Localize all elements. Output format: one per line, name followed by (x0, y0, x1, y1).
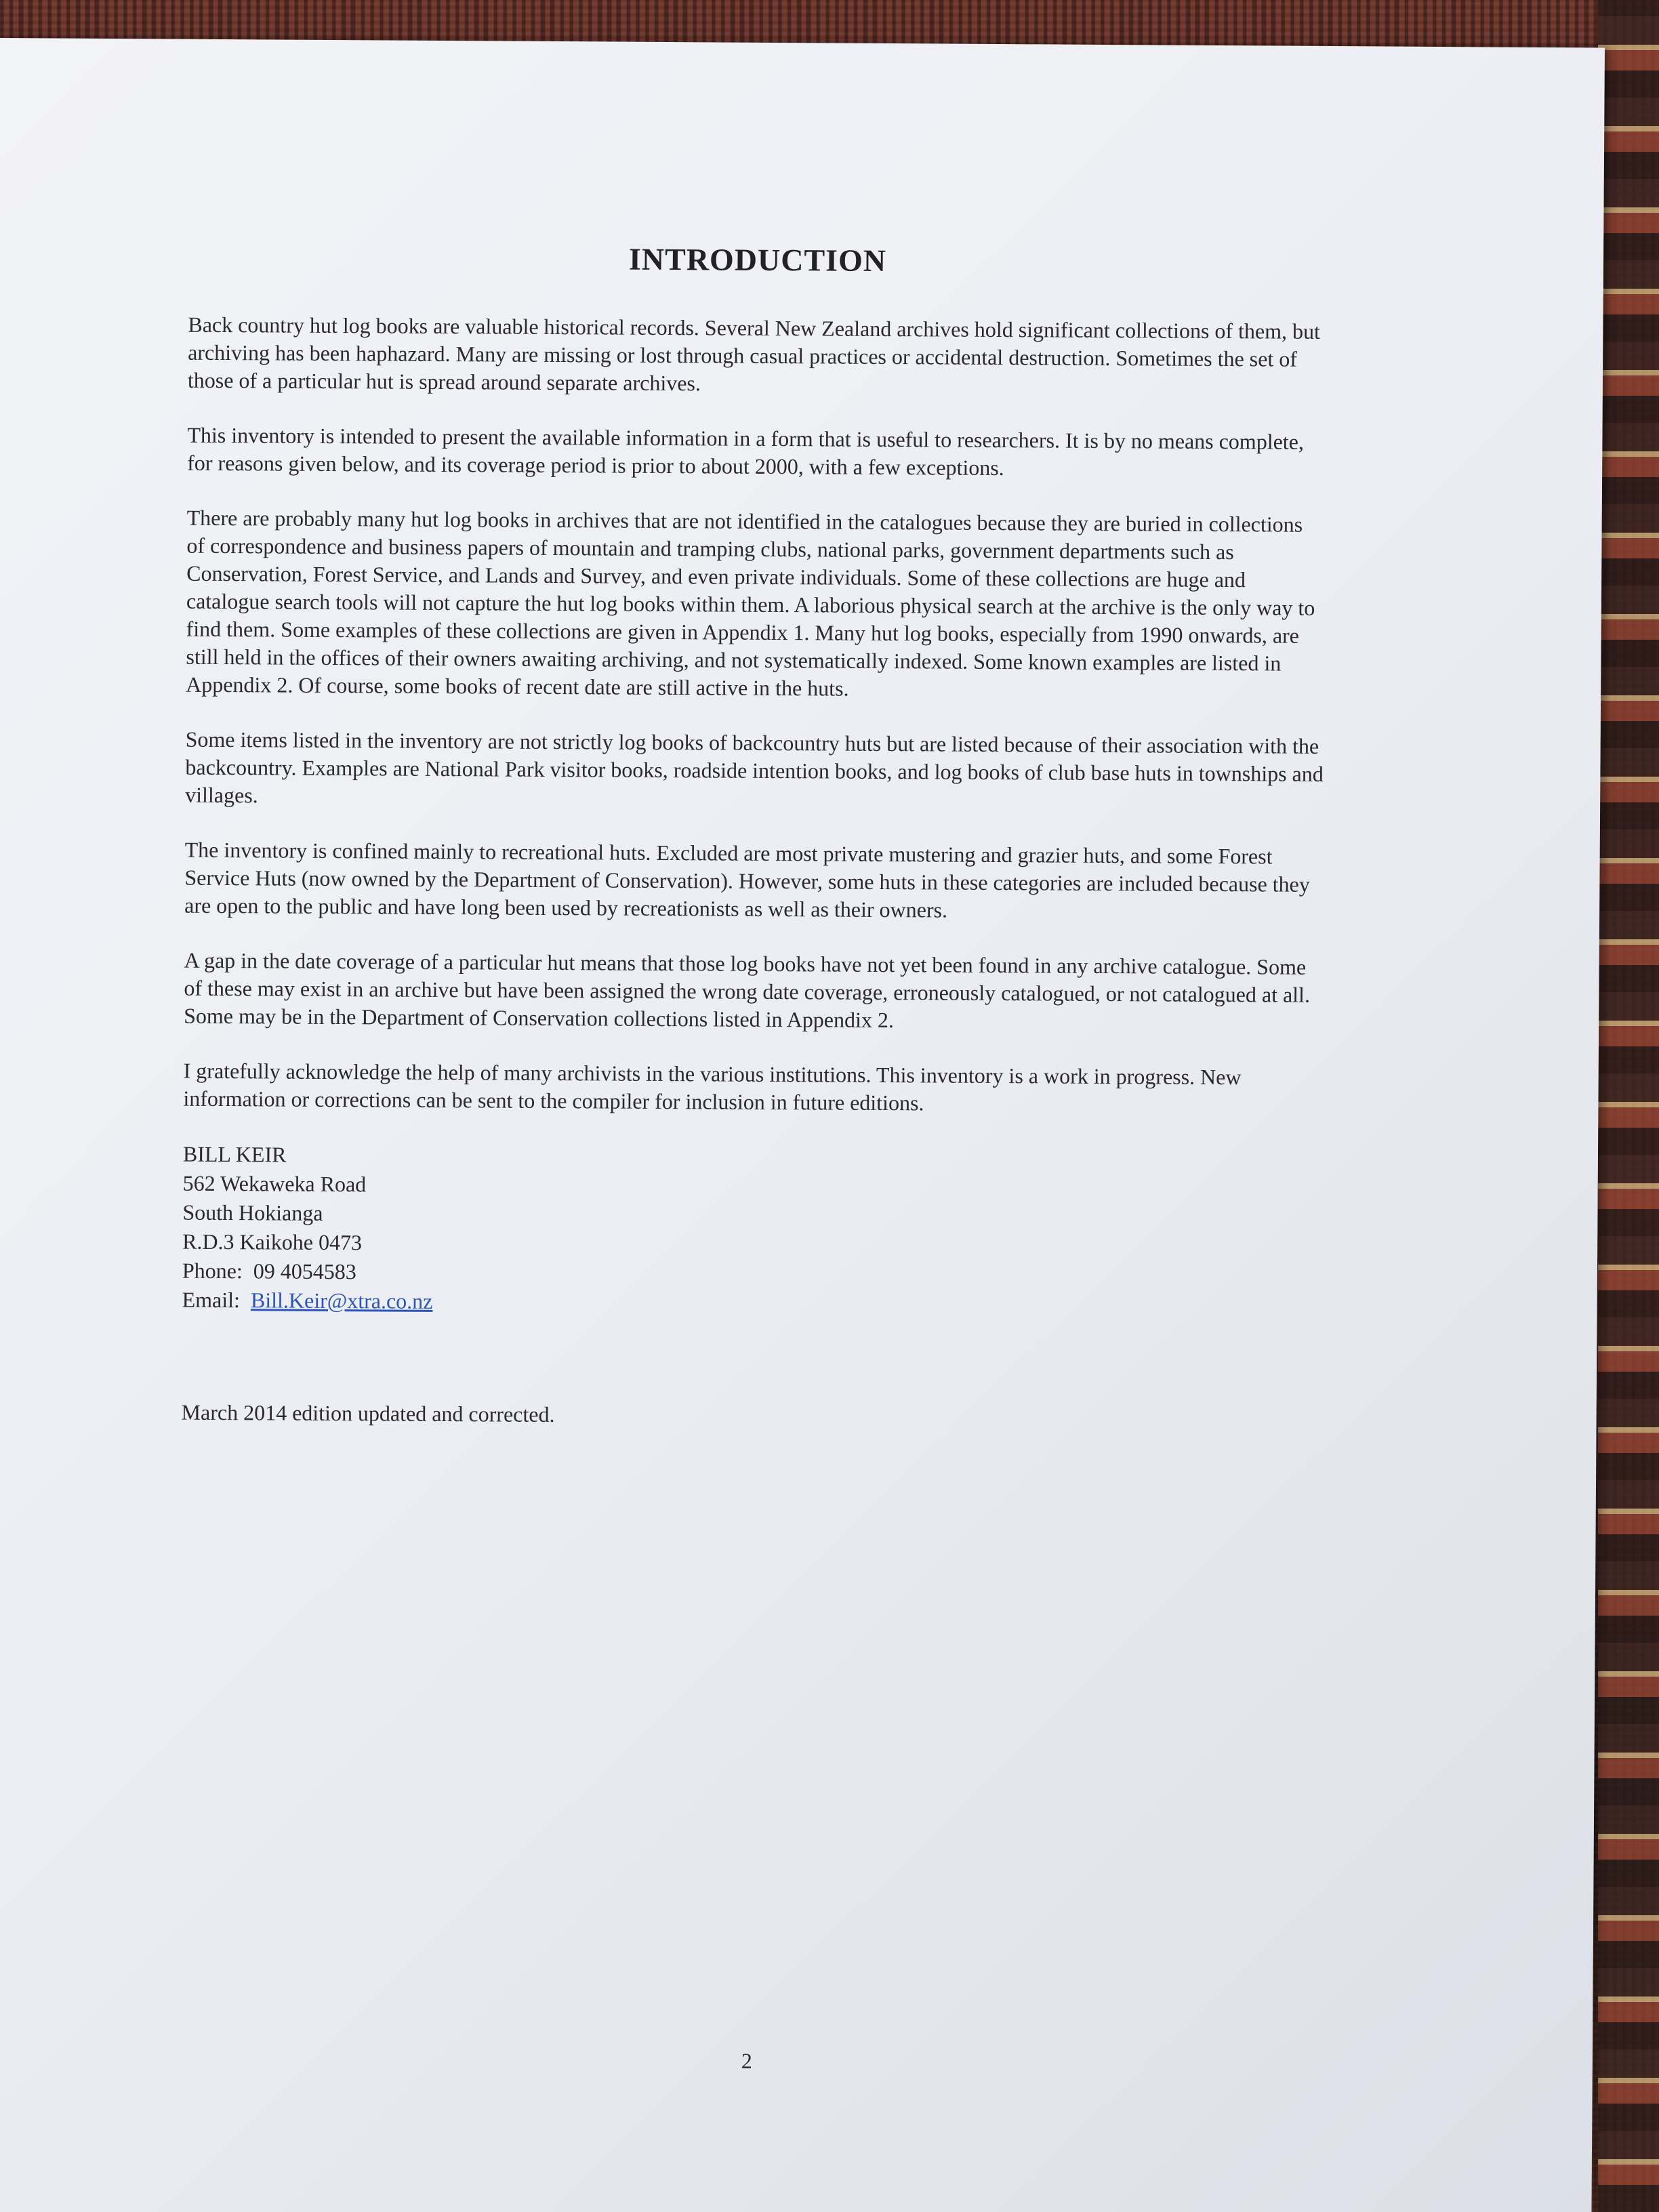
edition-note: March 2014 edition updated and corrected. (181, 1399, 555, 1427)
paragraph-purpose: This inventory is intended to present the available information in a form that is useful to researchers. It is by no means complete, for reasons given below, and its coverage period is prior to about 2000, with a few exceptions. (187, 422, 1305, 480)
phone-label: Phone: (182, 1258, 243, 1284)
contact-address (182, 1140, 1322, 1322)
address-name: BILL KEIR (182, 1141, 287, 1167)
address-street: 562 Wekaweka Road (182, 1170, 367, 1197)
rug-background (1598, 0, 1659, 2212)
paragraph-scope: The inventory is confined mainly to recreational huts. Excluded are most private mustering and grazier huts, and some Forest Service Huts (now owned by the Department of Conservation). However, some huts in these categories are included because they are open to the public and have long been used by recreationists as well as their owners. (184, 837, 1310, 922)
paragraph-intro: Back country hut log books are valuable historical records. Several New Zealand archives hold significant collections of them, but archiving has been haphazard. Many are missing or lost through casual practices or accidental destruction. Sometimes the set of those of a particular hut is spread around separate archives. (187, 312, 1321, 396)
page-content (181, 243, 1327, 1433)
email-label: Email: (182, 1287, 241, 1313)
email-link[interactable]: Bill.Keir@xtra.co.nz (250, 1288, 433, 1313)
address-locality: South Hokianga (182, 1200, 323, 1225)
page-number: 2 (741, 2048, 752, 2073)
paper-page (0, 38, 1605, 2212)
address-email-line (182, 1286, 1320, 1322)
paragraph-acknowledgement: I gratefully acknowledge the help of many archivists in the various institutions. This inventory is a work in progress. New information or corrections can be sent to the compiler for inclusion in future editions. (183, 1058, 1242, 1115)
phone-number: 09 4054583 (253, 1258, 356, 1284)
paragraph-other-items: Some items listed in the inventory are not strictly log books of backcountry huts but are listed because of their association with the backcountry. Examples are National Park visitor books, roadside intention books, and log books of club base huts in townships and villages. (185, 726, 1324, 808)
paragraph-gaps: A gap in the date coverage of a particular hut means that those log books have not yet been found in any archive catalogue. Some of these may exist in an archive but have been assigned the wrong date coverage, erroneously catalogued, or not catalogued at all. Some may be in the Department of Conservation collections listed in Appendix 2. (184, 947, 1311, 1033)
page-title: INTRODUCTION (628, 241, 887, 278)
paragraph-unidentified: There are probably many hut log books in archives that are not identified in the catalogues because they are buried in collections of correspondence and business papers of mountain and tramping clubs, national parks, government departments such as Conservation, Forest Service, and Lands and Survey, and even private individuals. Some of these collections are huge and catalogue search tools will not capture the hut log books within them. A laborious physical search at the archive is the only way to find them. Some examples of these collections are given in Appendix 1. Many hut log books, especially from 1990 onwards, are still held in the offices of their owners awaiting archiving, and not systematically indexed. Some known examples are listed in Appendix 2. Of course, some books of recent date are still active in the huts. (186, 505, 1315, 701)
address-rd: R.D.3 Kaikohe 0473 (182, 1229, 363, 1255)
